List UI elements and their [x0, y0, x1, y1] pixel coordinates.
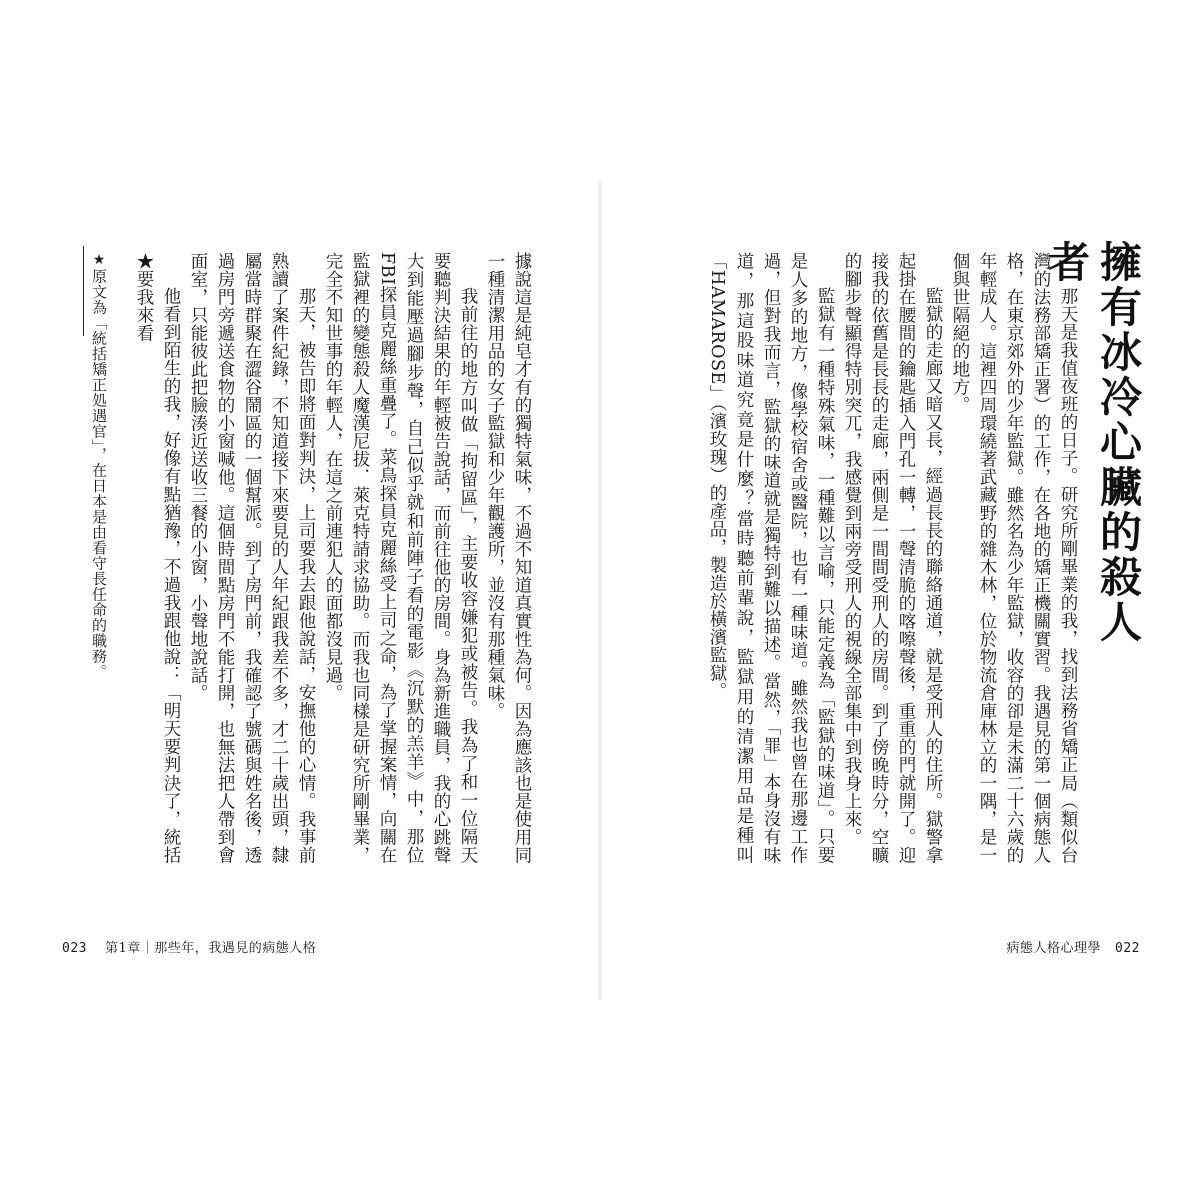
right-page [600, 0, 1200, 1200]
body-paragraph: 那天是我值夜班的日子。研究所剛畢業的我，找到法務省矯正局（類似台灣的法務部矯正署）的工作，在各地的矯正機關實習。我遇見的第一個病態人格，在東京郊外的少年監獄。雖然名為少年監獄，收容的卻是未滿二十六歲的年輕成人。這裡四周環繞著武藏野的雜木林，位於物流倉庫林立的一隅，是一個與世隔絕的地方。 [950, 252, 1078, 864]
footnote-rule [83, 246, 84, 336]
chapter-section-heading: 擁有冰冷心臟的殺人者 [1042, 240, 1143, 645]
right-page-body [695, 252, 1081, 864]
body-paragraph: 那天，被告即將面對判決，上司要我去跟他說話，安撫他的心情。我事前熟讀了案件紀錄，不知道接下來要見的人年紀跟我差不多，才二十歲出頭，隸屬當時群聚在澀谷鬧區的一個幫派。到了房門前，我確認了號碼與姓名後，透過房門旁遞送食物的小窗喊他。這個時間點房門不能打開，也無法把人帶到會面室，只能彼此把臉湊近送收三餐的小窗，小聲地說話。 [188, 252, 316, 864]
running-footer-chapter-title: 第1章｜那些年，我遇見的病態人格 [104, 941, 317, 956]
body-paragraph: 監獄的走廊又暗又長，經過長長的聯絡通道，就是受刑人的住所。獄警拿起掛在腰間的鑰匙插入門孔一轉，一聲清脆的喀嚓聲後，重重的門就開了。迎接我的依舊是長長的走廊，兩側是一間間受刑人的房間。到了傍晚時分，空曠的腳步聲顯得特別突兀，我感覺到兩旁受刑人的視線全部集中到我身上來。 [842, 252, 943, 864]
left-page-body [134, 252, 535, 864]
running-footer-book-title: 病態人格心理學 [1006, 941, 1102, 956]
body-paragraph: 監獄有一種特殊氣味，一種難以言喻，只能定義為「監獄的味道」。只要是人多的地方，像學校宿舍或醫院，也有一種味道。雖然我也曾在那邊工作過，但對我而言，監獄的味道就是獨特到難以描述。當然，「罪」本身沒有味道，那這股味道究竟是什麼？當時聽前輩說，監獄用的清潔用品是種叫「HAMAROSE」（濱玫瑰）的產品，製造於橫濱監獄。 [707, 252, 835, 864]
footnote [88, 252, 110, 680]
footnote-text: 原文為「統括矯正処遇官」，在日本是由看守長任命的職務。 [90, 268, 108, 680]
running-footer-left [62, 939, 316, 959]
page-number: 022 [1115, 941, 1140, 956]
page-number: 023 [62, 941, 87, 956]
footnote-star-icon: ★ [91, 252, 107, 269]
running-footer-right [1007, 939, 1141, 959]
body-paragraph: 他看到陌生的我，好像有點猶豫，不過我跟他說：「明天要判決了，統括★要我來看 [134, 252, 181, 864]
body-paragraph-continued: 據說這是純皂才有的獨特氣味，不過不知道真實性為何。因為應該也是使用同一種清潔用品的女子監獄和少年觀護所，並沒有那種氣味。 [485, 252, 532, 864]
footnote-area [78, 246, 110, 806]
body-paragraph: 我前往的地方叫做「拘留區」，主要收容嫌犯或被告。我為了和一位隔天要聽判決結果的年輕被告說話，而前往他的房間。身為新進職員，我的心跳聲大到能壓過腳步聲，自己似乎就和前陣子看的電影《沉默的羔羊》中，那位FBI探員克麗絲重疊了。菜鳥探員克麗絲受上司之命，為了掌握案情，向關在監獄裡的變態殺人魔漢尼拔．萊克特請求協助。而我也同樣是研究所剛畢業，完全不知世事的年輕人，在這之前連犯人的面都沒見過。 [323, 252, 478, 864]
